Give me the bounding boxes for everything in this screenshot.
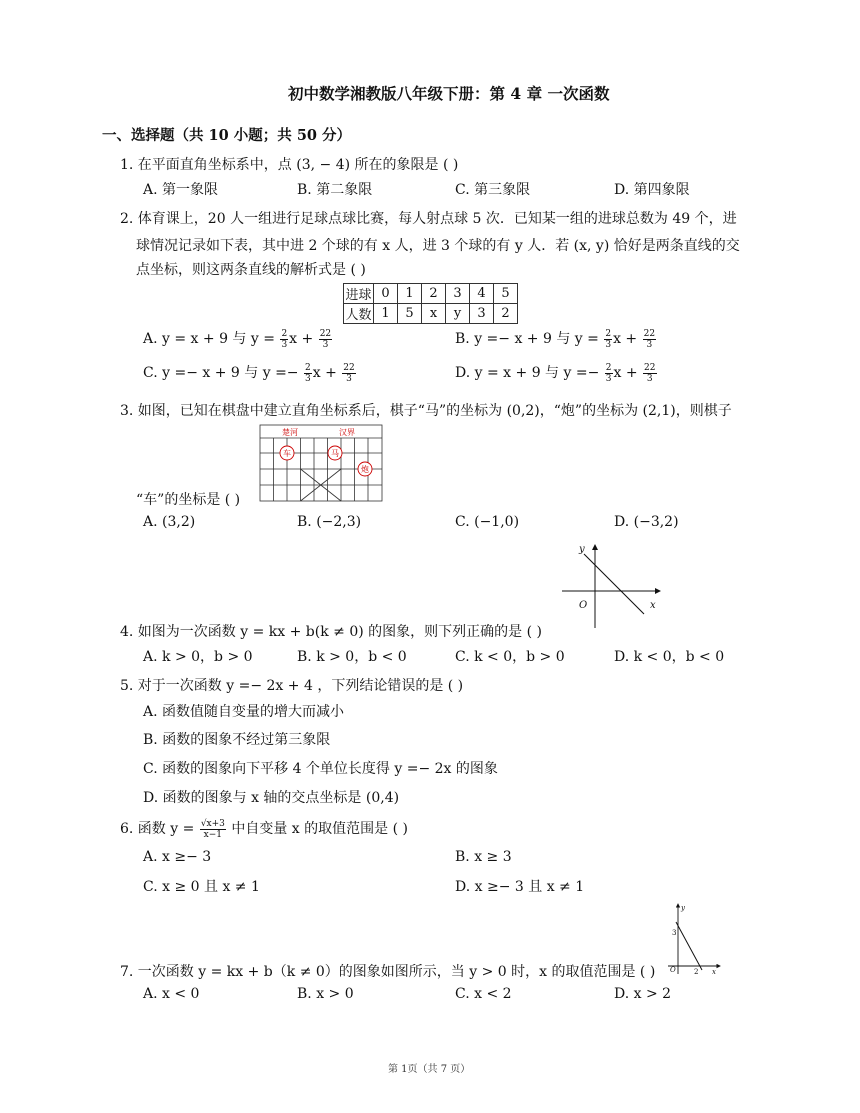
q3-option-a[interactable]: A. (3,2)	[143, 514, 196, 530]
river-label-left: 楚河	[282, 428, 298, 437]
x-intercept-label: 2	[694, 968, 699, 976]
function-line	[584, 554, 644, 614]
page-title: 初中数学湘教版八年级下册：第 4 章 一次函数	[288, 84, 610, 103]
option-text: C. y =− x + 9 与 y =−	[143, 365, 299, 381]
q3-option-b[interactable]: B. (−2,3)	[297, 514, 362, 530]
section-heading: 一、选择题（共 10 小题；共 50 分）	[102, 127, 352, 144]
y-axis-label: y	[681, 904, 685, 912]
q7-option-d[interactable]: D. x > 2	[614, 986, 672, 1002]
q2-option-d[interactable]	[455, 362, 658, 384]
option-text: x +	[613, 365, 638, 381]
question-6-prefix: 6. 函数 y =	[120, 821, 195, 837]
fraction	[280, 329, 288, 350]
q7-option-b[interactable]: B. x > 0	[297, 986, 354, 1002]
y-intercept-label: 3	[672, 929, 677, 937]
table-cell: 0	[374, 284, 398, 304]
q4-graph	[560, 540, 670, 630]
table-row	[344, 284, 518, 304]
piece-pao	[358, 462, 372, 476]
table-cell: x	[422, 304, 446, 324]
numerator: 2	[281, 328, 288, 339]
question-6-suffix: 中自变量 x 的取值范围是 ( )	[231, 821, 408, 837]
q7-option-c[interactable]: C. x < 2	[455, 986, 512, 1002]
denominator: 3	[346, 373, 352, 384]
numerator: √x+3	[200, 818, 225, 829]
question-1-text: 1. 在平面直角坐标系中，点 (3, − 4) 所在的象限是 ( )	[120, 157, 459, 173]
fraction	[304, 363, 312, 384]
option-text: D. y = x + 9 与 y =−	[455, 365, 600, 381]
q1-option-c[interactable]: C. 第三象限	[455, 182, 531, 198]
q2-option-b[interactable]	[455, 328, 657, 350]
q6-option-a[interactable]: A. x ≥− 3	[143, 849, 212, 865]
q7-option-a[interactable]: A. x < 0	[143, 986, 200, 1002]
table-cell: 3	[470, 304, 494, 324]
denominator: 3	[322, 339, 329, 350]
question-2-line-2: 球情况记录如下表，其中进 2 个球的有 x 人，进 3 个球的有 y 人．若 (x, y) 恰好是两条直线的交	[136, 238, 740, 254]
q5-option-b[interactable]: B. 函数的图象不经过第三象限	[143, 732, 331, 748]
numerator: 22	[644, 362, 656, 373]
fraction	[342, 363, 355, 384]
q5-option-d[interactable]: D. 函数的图象与 x 轴的交点坐标是 (0,4)	[143, 790, 400, 806]
numerator: 2	[605, 362, 612, 373]
q7-graph	[664, 900, 728, 976]
x-axis-label: x	[712, 968, 716, 976]
numerator: 22	[319, 328, 332, 339]
table-cell: 人数	[344, 304, 374, 324]
y-axis-label: y	[579, 544, 585, 555]
table-cell: 2	[422, 284, 446, 304]
origin-label: O	[579, 600, 588, 611]
fraction	[605, 363, 613, 384]
piece-label: 炮	[361, 465, 369, 474]
fraction	[643, 329, 656, 350]
table-cell: y	[446, 304, 470, 324]
q1-option-d[interactable]: D. 第四象限	[614, 182, 690, 198]
question-2-line-1: 2. 体育课上，20 人一组进行足球点球比赛，每人射点球 5 次．已知某一组的进球总数为 49 个，进	[120, 211, 737, 227]
q5-option-c[interactable]: C. 函数的图象向下平移 4 个单位长度得 y =− 2x 的图象	[143, 761, 498, 777]
q1-option-a[interactable]: A. 第一象限	[143, 182, 219, 198]
origin-label: O	[670, 966, 676, 974]
option-text: x +	[289, 331, 314, 347]
option-text: A. y = x + 9 与 y =	[143, 331, 275, 347]
numerator: 2	[605, 328, 612, 339]
q4-option-a[interactable]: A. k > 0，b > 0	[143, 649, 253, 665]
piece-ma	[328, 446, 342, 460]
q3-option-c[interactable]: C. (−1,0)	[455, 514, 520, 530]
denominator: x−1	[203, 829, 223, 840]
fraction	[200, 819, 226, 840]
denominator: 3	[605, 339, 612, 350]
table-cell: 进球	[344, 284, 374, 304]
table-cell: 5	[494, 284, 518, 304]
q2-option-c[interactable]	[143, 362, 357, 384]
q6-option-d[interactable]: D. x ≥− 3 且 x ≠ 1	[455, 879, 585, 895]
denominator: 3	[646, 339, 653, 350]
table-cell: 4	[470, 284, 494, 304]
table-cell: 2	[494, 304, 518, 324]
q4-option-b[interactable]: B. k > 0，b < 0	[297, 649, 407, 665]
numerator: 22	[643, 328, 656, 339]
goal-table	[343, 283, 518, 324]
q1-option-b[interactable]: B. 第二象限	[297, 182, 373, 198]
denominator: 3	[281, 339, 288, 350]
q5-option-a[interactable]: A. 函数值随自变量的增大而减小	[143, 704, 345, 720]
fraction	[319, 329, 332, 350]
denominator: 3	[605, 373, 612, 384]
question-5-text: 5. 对于一次函数 y =− 2x + 4 ，下列结论错误的是 ( )	[120, 678, 464, 694]
question-3-line-1: 3. 如图，已知在棋盘中建立直角坐标系后，棋子“马”的坐标为 (0,2)，“炮”的坐标为 (2,1)，则棋子	[120, 403, 732, 419]
question-2-line-3: 点坐标，则这两条直线的解析式是 ( )	[136, 262, 366, 278]
q4-option-c[interactable]: C. k < 0，b > 0	[455, 649, 565, 665]
fraction	[604, 329, 612, 350]
q6-option-b[interactable]: B. x ≥ 3	[455, 849, 512, 865]
piece-che	[280, 446, 294, 460]
q3-option-d[interactable]: D. (−3,2)	[614, 514, 679, 530]
question-6-text	[120, 818, 408, 840]
x-axis-label: x	[650, 600, 656, 611]
numerator: 22	[343, 362, 355, 373]
denominator: 3	[646, 373, 653, 384]
table-cell: 5	[398, 304, 422, 324]
piece-label: 马	[331, 449, 339, 458]
piece-label: 车	[283, 449, 291, 458]
option-text: x +	[613, 331, 638, 347]
denominator: 3	[305, 373, 311, 384]
q6-option-c[interactable]: C. x ≥ 0 且 x ≠ 1	[143, 879, 260, 895]
table-row	[344, 304, 518, 324]
question-7-text: 7. 一次函数 y = kx + b（k ≠ 0）的图象如图所示，当 y > 0 时，x 的取值范围是 ( )	[120, 964, 656, 980]
question-4-text: 4. 如图为一次函数 y = kx + b(k ≠ 0) 的图象，则下列正确的是 ( )	[120, 624, 542, 640]
q4-option-d[interactable]: D. k < 0，b < 0	[614, 649, 725, 665]
option-text: B. y =− x + 9 与 y =	[455, 331, 599, 347]
numerator: 2	[305, 362, 311, 373]
table-cell: 3	[446, 284, 470, 304]
river-label-right: 汉界	[339, 428, 355, 437]
option-text: x +	[312, 365, 337, 381]
table-cell: 1	[374, 304, 398, 324]
function-line	[676, 922, 702, 970]
table-cell: 1	[398, 284, 422, 304]
chess-board-figure	[256, 423, 386, 503]
fraction	[643, 363, 656, 384]
page-footer: 第 1页（共 7 页）	[388, 1064, 471, 1075]
q2-option-a[interactable]	[143, 328, 333, 350]
question-3-line-2: “车”的坐标是 ( )	[136, 492, 241, 508]
